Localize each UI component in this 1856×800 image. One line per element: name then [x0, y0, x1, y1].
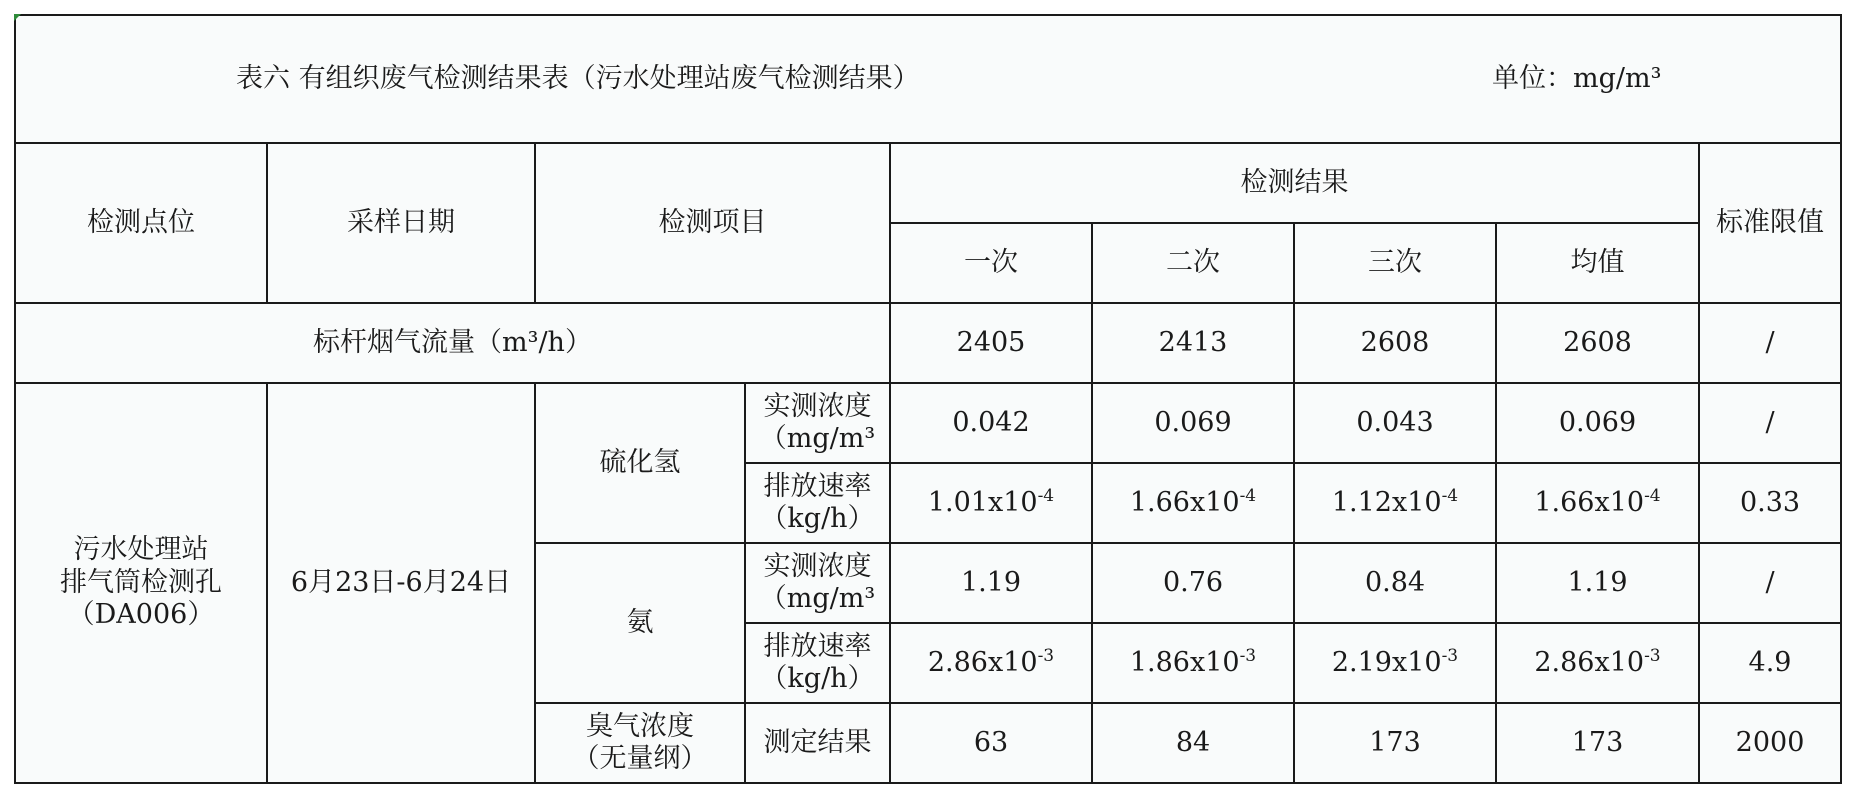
- flow-value-2: 2413: [1092, 303, 1294, 383]
- site-location-line3: （DA006）: [67, 599, 215, 631]
- site-location-line1: 污水处理站: [73, 534, 209, 566]
- nh3-rate-exp-avg: -3: [1644, 645, 1661, 666]
- h2s-rate-label-line2: （kg/h）: [760, 503, 875, 534]
- nh3-rate-exp-3: -3: [1441, 645, 1459, 666]
- title-cell: [15, 15, 1841, 143]
- flow-limit: /: [1699, 303, 1841, 383]
- nh3-rate-mantissa-3: 2.19x10: [1331, 646, 1442, 678]
- odor-name-line1: 臭气浓度: [586, 710, 694, 742]
- nh3-rate-label-line1: 排放速率: [763, 630, 872, 662]
- h2s-conc-value-2: 0.069: [1092, 383, 1294, 463]
- header-average: 均值: [1496, 223, 1699, 303]
- nh3-conc-value-3: 0.84: [1294, 543, 1496, 623]
- nh3-conc-label-line2: （mg/m³: [759, 583, 876, 614]
- nh3-rate-label-line2: （kg/h）: [760, 663, 875, 694]
- nh3-rate-label: [745, 623, 890, 703]
- nh3-rate-exp-1: -3: [1037, 645, 1055, 666]
- nh3-rate-exp-2: -3: [1239, 645, 1257, 666]
- nh3-rate-mantissa-1: 2.86x10: [927, 646, 1038, 678]
- h2s-conc-limit: /: [1699, 383, 1841, 463]
- h2s-rate-limit: 0.33: [1699, 463, 1841, 543]
- h2s-rate-exp-3: -4: [1441, 485, 1459, 506]
- h2s-conc-row: [15, 383, 1841, 463]
- corner-marker: [14, 14, 21, 21]
- header-third: 三次: [1294, 223, 1496, 303]
- header-limit: 标准限值: [1699, 143, 1841, 303]
- odor-value-2: 84: [1092, 703, 1294, 783]
- h2s-rate-value-1: [890, 463, 1092, 543]
- results-table: [14, 14, 1842, 784]
- header-item: 检测项目: [535, 143, 890, 303]
- h2s-rate-exp-2: -4: [1239, 485, 1257, 506]
- h2s-conc-value-avg: 0.069: [1496, 383, 1699, 463]
- h2s-rate-label-line1: 排放速率: [763, 470, 872, 502]
- h2s-rate-mantissa-3: 1.12x10: [1331, 486, 1442, 518]
- nh3-rate-mantissa-2: 1.86x10: [1129, 646, 1240, 678]
- odor-name-line2: （无量纲）: [572, 743, 708, 774]
- header-results: 检测结果: [890, 143, 1699, 223]
- odor-value-1: 63: [890, 703, 1092, 783]
- header-row-1: [15, 143, 1841, 223]
- header-location: 检测点位: [15, 143, 267, 303]
- h2s-rate-value-2: [1092, 463, 1294, 543]
- title-row: [15, 15, 1841, 143]
- odor-value-avg: 173: [1496, 703, 1699, 783]
- h2s-rate-exp-1: -4: [1037, 485, 1055, 506]
- header-date: 采样日期: [267, 143, 535, 303]
- nh3-conc-value-avg: 1.19: [1496, 543, 1699, 623]
- h2s-conc-label: [745, 383, 890, 463]
- flow-value-3: 2608: [1294, 303, 1496, 383]
- nh3-conc-label: [745, 543, 890, 623]
- odor-value-3: 173: [1294, 703, 1496, 783]
- flow-label: 标杆烟气流量（m³/h）: [15, 303, 890, 383]
- flow-value-avg: 2608: [1496, 303, 1699, 383]
- site-location-cell: [15, 383, 267, 783]
- flow-value-1: 2405: [890, 303, 1092, 383]
- nh3-rate-mantissa-avg: 2.86x10: [1534, 646, 1645, 678]
- nh3-rate-value-avg: [1496, 623, 1699, 703]
- odor-result-label: 测定结果: [745, 703, 890, 783]
- nh3-conc-value-2: 0.76: [1092, 543, 1294, 623]
- nh3-conc-label-line1: 实测浓度: [763, 550, 872, 582]
- header-second: 二次: [1092, 223, 1294, 303]
- h2s-conc-value-1: 0.042: [890, 383, 1092, 463]
- odor-name: [535, 703, 745, 783]
- nh3-conc-value-1: 1.19: [890, 543, 1092, 623]
- h2s-rate-value-3: [1294, 463, 1496, 543]
- h2s-conc-label-line1: 实测浓度: [763, 390, 872, 422]
- h2s-rate-value-avg: [1496, 463, 1699, 543]
- h2s-name: 硫化氢: [535, 383, 745, 543]
- h2s-rate-mantissa-1: 1.01x10: [927, 486, 1038, 518]
- sampling-date: 6月23日-6月24日: [267, 383, 535, 783]
- odor-limit: 2000: [1699, 703, 1841, 783]
- site-location-line2: 排气筒检测孔: [60, 566, 222, 598]
- h2s-conc-label-line2: （mg/m³: [759, 423, 876, 454]
- table-title: 表六 有组织废气检测结果表（污水处理站废气检测结果）: [236, 62, 920, 94]
- h2s-rate-label: [745, 463, 890, 543]
- h2s-rate-mantissa-2: 1.66x10: [1129, 486, 1240, 518]
- h2s-conc-value-3: 0.043: [1294, 383, 1496, 463]
- nh3-rate-value-2: [1092, 623, 1294, 703]
- unit-label: 单位：mg/m³: [1492, 62, 1662, 94]
- nh3-name: 氨: [535, 543, 745, 703]
- nh3-conc-limit: /: [1699, 543, 1841, 623]
- h2s-rate-exp-avg: -4: [1644, 485, 1661, 506]
- nh3-rate-value-1: [890, 623, 1092, 703]
- header-first: 一次: [890, 223, 1092, 303]
- nh3-rate-value-3: [1294, 623, 1496, 703]
- h2s-rate-mantissa-avg: 1.66x10: [1534, 486, 1645, 518]
- report-sheet: [14, 14, 1840, 784]
- flow-row: [15, 303, 1841, 383]
- nh3-rate-limit: 4.9: [1699, 623, 1841, 703]
